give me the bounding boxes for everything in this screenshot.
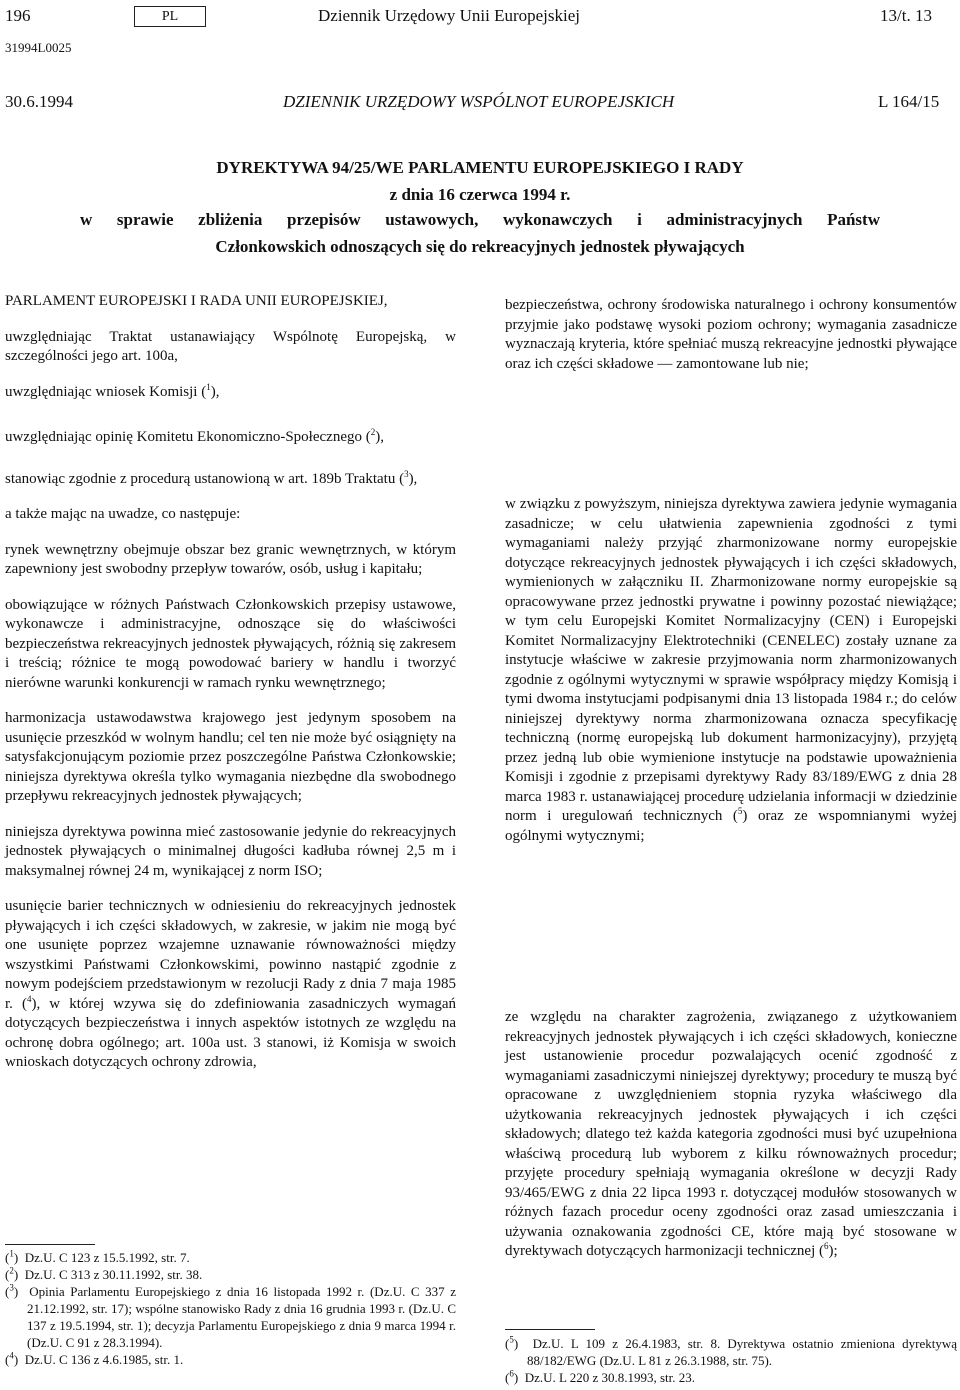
footnote-4: ($^4$) Dz.U. C 136 z 4.6.1985, str. 1. bbox=[5, 1350, 184, 1367]
left-column bbox=[5, 292, 456, 1089]
recital-differing-laws: obowiązujące w różnych Państwach Członkowskich przepisy ustawowe, wykonawcze i administracyjne, odnoszące się do właściwości bezpieczeństwa rekreacyjnych jednostek pływających, różnią się zakresem i treścią; różnice te mogą powodować bariery w handlu i tworzyć nierówne warunki konkurencji w ramach rynku wewnętrznego; bbox=[5, 596, 456, 691]
page-number: 196 bbox=[5, 6, 31, 25]
footnote-3: ($^3$) Opinia Parlamentu Europejskiego z dnia 16 listopada 1992 r. (Dz.U. C 337 z 21.12.1992, str. 17); wspólne stanowisko Rady z dnia 16 grudnia 1993 r. (Dz.U. C 137 z 19.5.1994, str. 1); decyzja Parlamentu Europejskiego z dnia 9 marca 1994 r. (Dz.U. C 91 z 28.3.1994). bbox=[5, 1282, 456, 1350]
oj-journal: DZIENNIK URZĘDOWY WSPÓLNOT EUROPEJSKICH bbox=[283, 92, 675, 111]
chapter-volume: 13/t. 13 bbox=[880, 6, 932, 25]
footnotes-left bbox=[5, 1249, 456, 1368]
recital-technical-barriers: usunięcie barier technicznych w odniesieniu do rekreacyjnych jednostek pływających i ich części składowych, w zakresie, w jakim nie mogą być one usunięte poprzez wzajemne uznawanie równoważności między wszystkimi Państwami Członkowskimi, powinno nastąpić zgodnie z nowym podejściem przedstawionym w rezolucji Rady z dnia 7 maja 1985 r. ($^4$), w której wzywa się do zdefiniowania zasadniczych wymagań dotyczących bezpieczeństwa i innych aspektów istotnych ze względu na ochronę dobra ogólnego; art. 100a ust. 3 stanowi, iż Komisja w swoich wnioskach dotyczących ochrony zdrowia, bbox=[5, 898, 456, 1070]
directive-title bbox=[0, 154, 960, 208]
footnote-ref-1[interactable]: 1 bbox=[206, 381, 211, 392]
recital-essential-requirements: bezpieczeństwa, ochrony środowiska naturalnego i ochrony konsumentów przyjmie jako podstawę wysoki poziom ochrony; wymagania zasadnicze wyznaczają kryteria, które spełniać muszą rekreacyjne jednostki pływające oraz ich części składowe — zamontowane lub nie; bbox=[505, 297, 957, 372]
citation-esc: uwzględniając opinię Komitetu Ekonomiczno-Społecznego ($^2$), bbox=[5, 427, 384, 445]
footnote-rule-right bbox=[505, 1329, 595, 1330]
footnote-ref-3[interactable]: 3 bbox=[404, 468, 409, 479]
footnote-5: ($^5$) Dz.U. L 109 z 26.4.1983, str. 8. Dyrektywa ostatnio zmieniona dyrektywą 88/182/EWG (Dz.U. L 81 z 26.3.1988, str. 75). bbox=[505, 1334, 957, 1368]
footnote-6: ($^6$) Dz.U. L 220 z 30.8.1993, str. 23. bbox=[505, 1368, 695, 1385]
journal-title: Dziennik Urzędowy Unii Europejskiej bbox=[318, 6, 581, 25]
recital-internal-market: rynek wewnętrzny obejmuje obszar bez granic wewnętrznych, w którym zapewniony jest swobodny przepływ towarów, osób, usług i kapitału; bbox=[5, 541, 456, 577]
oj-date: 30.6.1994 bbox=[5, 92, 73, 111]
running-header bbox=[0, 2, 960, 30]
directive-subject-line2: Członkowskich odnoszących się do rekreacyjnych jednostek pływających bbox=[215, 237, 745, 256]
footnote-1: ($^1$) Dz.U. C 123 z 15.5.1992, str. 7. bbox=[5, 1248, 190, 1265]
footnote-ref-6[interactable]: 6 bbox=[824, 1241, 829, 1251]
preamble-parties: PARLAMENT EUROPEJSKI I RADA UNII EUROPEJSKIEJ, bbox=[5, 293, 388, 309]
footnote-ref-5[interactable]: 5 bbox=[737, 806, 743, 816]
directive-subject-line1: w sprawie zbliżenia przepisów ustawowych, wykonawczych i administracyjnych Państw bbox=[80, 210, 880, 229]
citation-treaty: uwzględniając Traktat ustanawiający Wspólnotę Europejską, w szczególności jego art. 100a, bbox=[5, 328, 456, 364]
recital-scope-length: niniejsza dyrektywa powinna mieć zastosowanie jedynie do rekreacyjnych jednostek pływających o minimalnej długości kadłuba równej 2,5 m i maksymalnej równej 24 m, wynikającej z norm ISO; bbox=[5, 823, 456, 879]
footnote-2: ($^2$) Dz.U. C 313 z 30.11.1992, str. 38. bbox=[5, 1265, 203, 1282]
oj-reference: L 164/15 bbox=[878, 92, 940, 111]
footnotes-right bbox=[505, 1335, 957, 1386]
language-code-box: PL bbox=[134, 6, 206, 27]
citation-commission: uwzględniając wniosek Komisji ($^1$), bbox=[5, 381, 220, 400]
citation-procedure: stanowiąc zgodnie z procedurą ustanowioną w art. 189b Traktatu ($^3$), bbox=[5, 468, 418, 487]
recitals-intro: a także mając na uwadze, co następuje: bbox=[5, 506, 241, 522]
directive-title-line1: DYREKTYWA 94/25/WE PARLAMENTU EUROPEJSKIEGO I RADY bbox=[216, 158, 744, 177]
right-column-middle bbox=[505, 495, 957, 862]
right-column-top bbox=[505, 296, 957, 390]
celex-number: 31994L0025 bbox=[5, 40, 72, 55]
directive-date: z dnia 16 czerwca 1994 r. bbox=[389, 185, 571, 204]
recital-harmonised-standards: w związku z powyższym, niniejsza dyrektywa zawiera jedynie wymagania zasadnicze; w celu ułatwienia zapewnienia zgodności z tymi wymaganiami należy przyjąć zharmonizowane normy europejskie dotyczące rekreacyjnych jednostek pływających i ich części składowych, wymienionych w załączniku II. Zharmonizowane normy europejskie są opracowywane przez jednostki prywatne i powinny pozostać niewiążące; w tym celu Europejski Komitet Normalizacyjny (CEN) i Europejski Komitet Normalizacyjny Elektrotechniki (CENELEC) zostały uznane za instytucje właściwe w zakresie przyjmowania norm zharmonizowanych zgodnie z ogólnymi wytycznymi w sprawie współpracy między Komisją i tymi dwoma instytucjami podpisanymi dnia 13 listopada 1984 r.; do celów niniejszej dyrektywy norma zharmonizowana oznacza specyfikację techniczną (normę europejską lub dokument harmonizacyjny), przyjętą przez jedną lub obie wymienione instytucje na podstawie upoważnienia Komisji i zgodnie z przepisami dyrektywy Rady 83/189/EWG z dnia 28 marca 1983 r. ustanawiającej procedurę udzielania informacji w dziedzinie norm i uregulowań technicznych ($^5$) oraz ze wspomnianymi wyżej ogólnymi wytycznymi; bbox=[505, 496, 958, 844]
recital-conformity-procedures: ze względu na charakter zagrożenia, związanego z użytkowaniem rekreacyjnych jednostek pływających i ich części składowych, konieczne jest ustanowienie procedur pozwalających ocenić zgodność z wymaganiami zasadniczymi niniejszej dyrektywy; procedury te muszą być opracowane z uwzględnieniem stopnia ryzyka właściwego dla użytkowania rekreacyjnych jednostek pływających i ich części składowych; dlatego też każda kategoria zgodności musi być uzupełniona właściwą procedurą lub wyborem z kilku równoważnych procedur; przyjęte procedury spełniają wymagania określone w decyzji Rady 93/465/EWG z dnia 22 lipca 1993 r. dotyczącej modułów stosowanych w różnych fazach procedur oceny zgodności oraz zasad umieszczania i używania oznakowania zgodności CE, które mają być stosowane w dyrektywach dotyczących harmonizacji technicznej ($^6$); bbox=[505, 1009, 957, 1259]
footnote-ref-2[interactable]: 2 bbox=[370, 427, 376, 437]
footnote-ref-4[interactable]: 4 bbox=[26, 993, 32, 1004]
recital-harmonisation: harmonizacja ustawodawstwa krajowego jest jedynym sposobem na usunięcie przeszkód w wolnym handlu; cel ten nie może być osiągnięty na satysfakcjonującym poziomie przez poszczególne Państwa Członkowskie; niniejsza dyrektywa określa tylko wymagania niezbędne dla swobodnego przepływu rekreacyjnych jednostek pływających; bbox=[5, 710, 456, 804]
directive-subject bbox=[80, 206, 880, 260]
footnote-rule-left bbox=[5, 1244, 95, 1245]
right-column-bottom bbox=[505, 1008, 957, 1278]
